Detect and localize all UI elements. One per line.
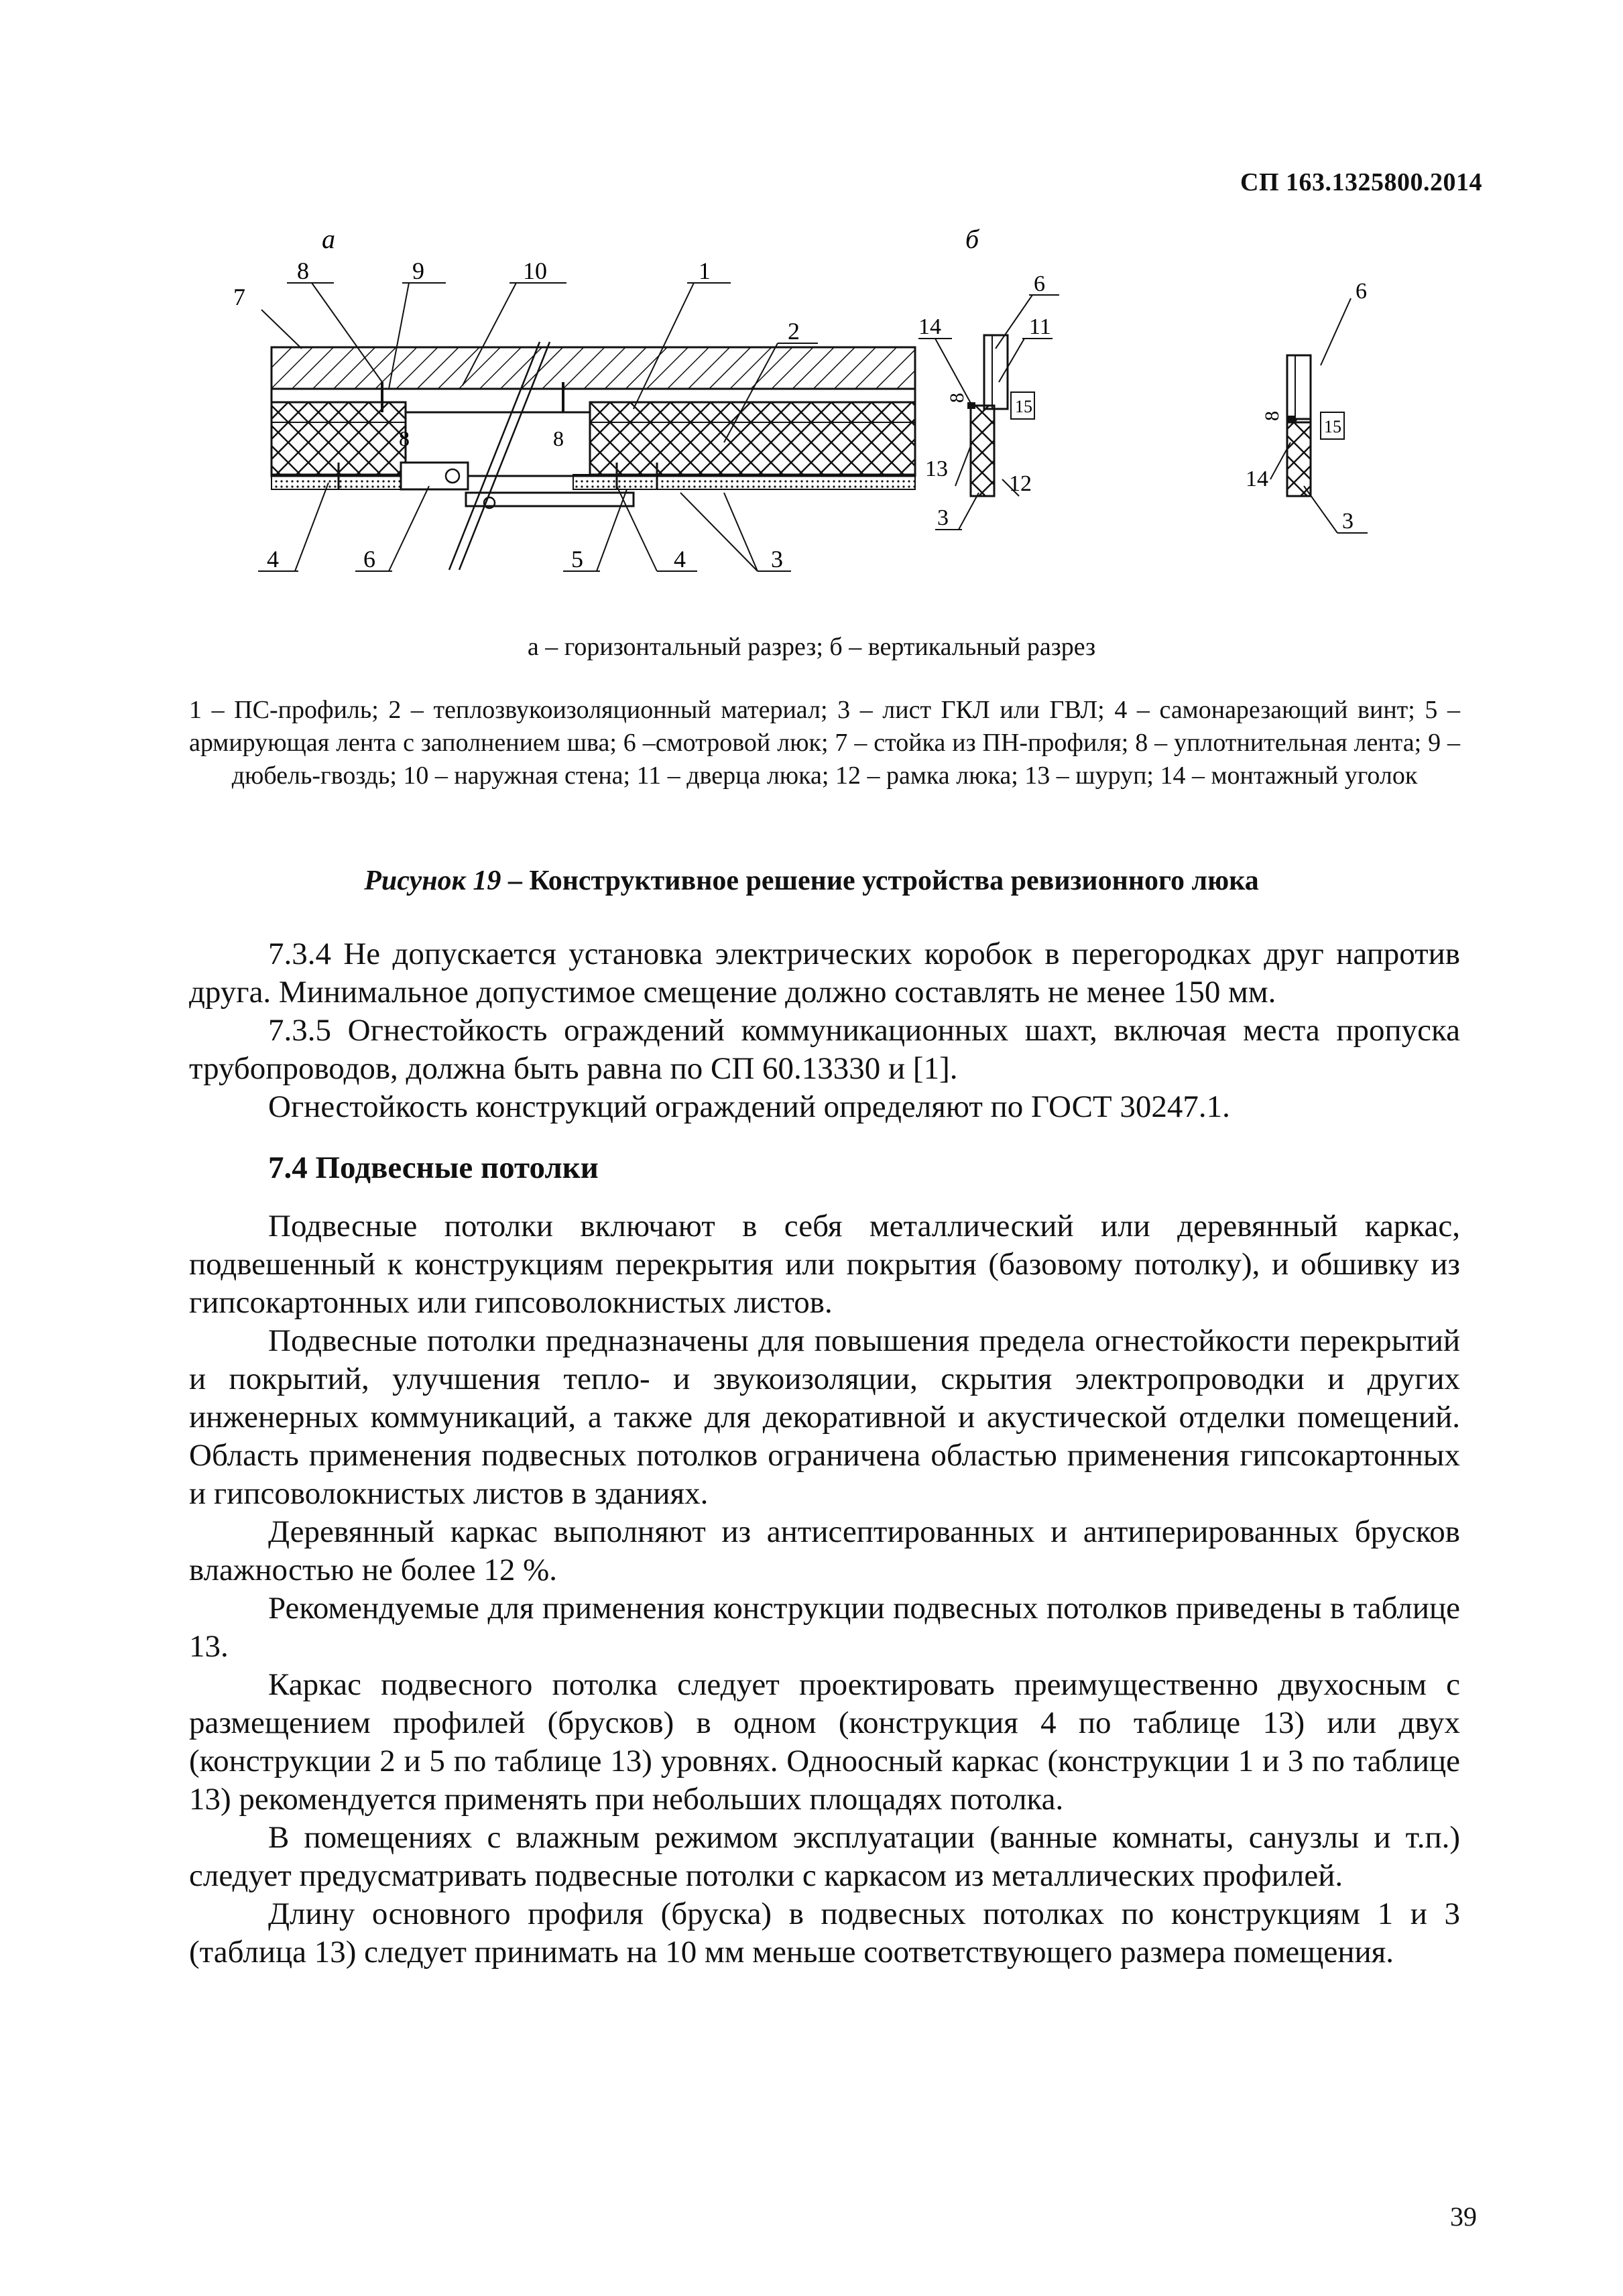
panel-a-label: а	[322, 224, 335, 254]
figure-sections-caption: а – горизонтальный разрез; б – вертикальный разрез	[527, 633, 1096, 661]
body-text	[189, 935, 1460, 1972]
callout-a-9: 9	[412, 257, 424, 284]
panel-b-label: б	[965, 224, 979, 254]
paragraph-wet-rooms: В помещениях с влажным режимом эксплуатации (ванные комнаты, санузлы и т.п.) следует предусматривать подвесные потолки с каркасом из металлических профилей.	[189, 1820, 1460, 1893]
callout-a-6: 6	[363, 546, 375, 572]
callout-a-2: 2	[788, 318, 800, 345]
section-title-7-4: 7.4 Подвесные потолки	[268, 1150, 599, 1185]
callout-a-8: 8	[297, 257, 309, 284]
callout-a-3: 3	[771, 546, 783, 572]
callout-b2-14: 14	[1246, 467, 1268, 491]
callout-b2-3: 3	[1342, 509, 1354, 534]
callout-a-8-inner-2: 8	[553, 426, 564, 450]
figure-number: Рисунок 19	[364, 865, 501, 896]
callout-b1-6: 6	[1034, 271, 1045, 296]
figure-legend	[189, 694, 1460, 792]
paragraph-ceilings-purpose: Подвесные потолки предназначены для повышения предела огнестойкости перекрытий и покрытий, улучшения тепло- и звукоизоляции, скрытия электропроводки и других инженерных коммуникаций, а также для декоративной и акустической отделки помещений. Область применения подвесных потолков ограничена областью применения гипсокартонных и гипсоволокнистых листов в зданиях.	[189, 1323, 1460, 1511]
callout-b1-3: 3	[937, 505, 949, 530]
callout-b2-6: 6	[1356, 279, 1367, 304]
dim-b1-15: 15	[1015, 397, 1032, 416]
callout-a-4-right: 4	[674, 546, 686, 572]
page-number: 39	[1450, 2201, 1477, 2232]
callout-b1-12: 12	[1009, 471, 1032, 496]
paragraph-ceilings-definition: Подвесные потолки включают в себя металлический или деревянный каркас, подвешенный к конструкциям перекрытия или покрытия (базовому потолку), и обшивку из гипсокартонных или гипсоволокнистых листов.	[189, 1209, 1460, 1320]
panel-a-section	[233, 257, 915, 572]
paragraph-7-3-5: 7.3.5 Огнестойкость ограждений коммуникационных шахт, включая места пропуска трубопроводов, должна быть равна по СП 60.13330 и [1].	[189, 1013, 1460, 1086]
callout-a-1: 1	[699, 257, 711, 284]
dim-b1-8: 8	[946, 393, 968, 403]
figure-19-drawing	[188, 221, 1461, 597]
paragraph-wooden-frame: Деревянный каркас выполняют из антисептированных и антиперированных брусков влажностью не более 12 %.	[189, 1514, 1460, 1587]
paragraph-profile-length: Длину основного профиля (бруска) в подвесных потолках по конструкциям 1 и 3 (таблица 13) следует принимать на 10 мм меньше соответствующего размера помещения.	[189, 1896, 1460, 1970]
panel-b-section-2	[1246, 279, 1368, 534]
panel-b-section-1	[918, 271, 1059, 530]
figure-title	[0, 865, 1623, 897]
callout-a-8-inner-1: 8	[399, 426, 410, 450]
paragraph-fire-resistance: Огнестойкость конструкций ограждений определяют по ГОСТ 30247.1.	[268, 1089, 1230, 1124]
dim-b2-15: 15	[1324, 417, 1341, 436]
callout-b1-14: 14	[918, 314, 941, 339]
paragraph-recommended-constructions: Рекомендуемые для применения конструкции подвесных потолков приведены в таблице 13.	[189, 1591, 1460, 1664]
document-code: СП 163.1325800.2014	[1240, 168, 1482, 196]
dim-b2-8: 8	[1261, 411, 1283, 421]
callout-a-7: 7	[233, 284, 245, 310]
callout-a-10: 10	[523, 257, 547, 284]
callout-b1-11: 11	[1029, 314, 1051, 339]
paragraph-frame-design: Каркас подвесного потолка следует проектировать преимущественно двухосным с размещением профилей (брусков) в одном (конструкция 4 по таблице 13) или двух (конструкции 2 и 5 по таблице 13) уровнях. Одноосный каркас (конструкции 1 и 3 по таблице 13) рекомендуется применять при небольших площадях потолка.	[189, 1667, 1460, 1817]
legend-text: 1 – ПС-профиль; 2 – теплозвукоизоляционный материал; 3 – лист ГКЛ или ГВЛ; 4 – самонарезающий винт; 5 – армирующая лента с заполнением шва; 6 –смотровой люк; 7 – стойка из ПН-профиля; 8 – уплотнительная лента; 9 – дюбель-гвоздь; 10 – наружная стена; 11 – дверца люка; 12 – рамка люка; 13 – шуруп; 14 – монтажный уголок	[189, 696, 1460, 790]
callout-b1-13: 13	[925, 457, 948, 481]
figure-title-text: – Конструктивное решение устройства ревизионного люка	[501, 865, 1259, 896]
revision-hatch-drawing	[188, 221, 1461, 597]
paragraph-7-3-4: 7.3.4 Не допускается установка электрических коробок в перегородках друг напротив друга. Минимальное допустимое смещение должно составлять не менее 150 мм.	[189, 936, 1460, 1010]
callout-a-5: 5	[571, 546, 583, 572]
callout-a-4-left: 4	[267, 546, 279, 572]
